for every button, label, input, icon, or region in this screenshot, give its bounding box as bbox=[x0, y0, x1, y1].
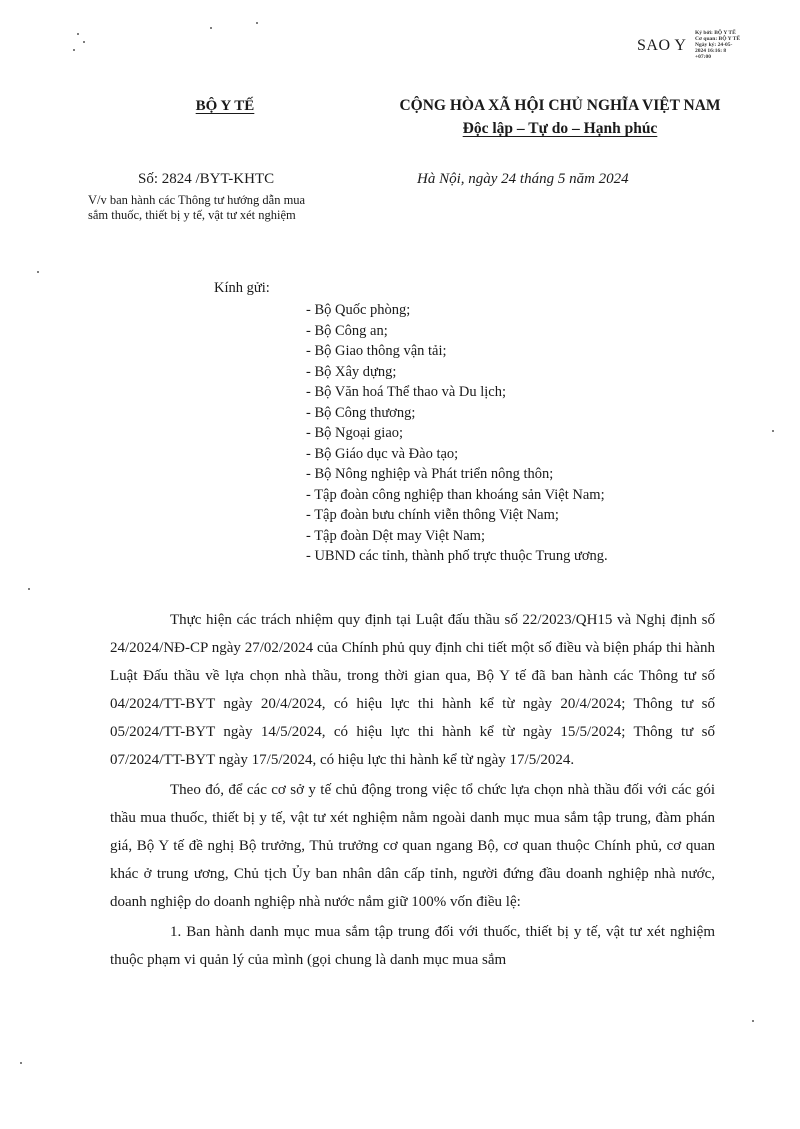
subject-line: V/v ban hành các Thông tư hướng dẫn mua bbox=[88, 193, 306, 207]
document-body bbox=[110, 606, 715, 974]
body-paragraph: 1. Ban hành danh mục mua sắm tập trung đối với thuốc, thiết bị y tế, vật tư xét nghiệm thuộc phạm vi quản lý của mình (gọi chung là danh mục mua sắm bbox=[110, 924, 715, 968]
scan-speck bbox=[37, 271, 39, 273]
recipient-item: - Bộ Công thương; bbox=[306, 404, 416, 421]
scan-speck bbox=[772, 430, 774, 432]
national-motto: Độc lập – Tự do – Hạnh phúc bbox=[462, 120, 658, 137]
recipient-item: - Tập đoàn công nghiệp than khoáng sản Việt Nam; bbox=[306, 486, 605, 503]
scan-speck bbox=[256, 22, 258, 24]
scan-speck bbox=[210, 27, 212, 29]
recipient-item: - Bộ Văn hoá Thể thao và Du lịch; bbox=[306, 384, 507, 400]
scan-speck bbox=[83, 41, 85, 43]
recipient-item: - Bộ Ngoại giao; bbox=[306, 425, 404, 441]
recipient-item: - Bộ Quốc phòng; bbox=[306, 302, 411, 318]
recipient-item: - Bộ Công an; bbox=[306, 322, 388, 339]
place-and-date: Hà Nội, ngày 24 tháng 5 năm 2024 bbox=[417, 171, 629, 187]
body-paragraph: Theo đó, để các cơ sở y tế chủ động trong việc tổ chức lựa chọn nhà thầu đối với các gói thầu mua thuốc, thiết bị y tế, vật tư xét nghiệm nằm ngoài danh mục mua sắm tập trung, đàm phán giá, Bộ Y tế đề nghị Bộ trưởng, Thủ trưởng cơ quan ngang Bộ, cơ quan thuộc Chính phủ, cơ quan khác ở trung ương, Chủ tịch Ủy ban nhân dân cấp tỉnh, người đứng đầu doanh nghiệp nhà nước, doanh nghiệp do doanh nghiệp nhà nước nắm giữ 100% vốn điều lệ: bbox=[110, 782, 715, 910]
recipients-list bbox=[306, 300, 766, 567]
recipient-item: - Tập đoàn Dệt may Việt Nam; bbox=[306, 527, 485, 544]
recipient-item: - Bộ Giao thông vận tải; bbox=[306, 343, 447, 359]
recipient-item: - Tập đoàn bưu chính viễn thông Việt Nam; bbox=[306, 507, 559, 523]
issuing-organization: BỘ Y TẾ bbox=[195, 98, 255, 114]
recipient-item: - Bộ Giáo dục và Đào tạo; bbox=[306, 445, 459, 462]
subject-line: sắm thuốc, thiết bị y tế, vật tư xét nghiệm bbox=[88, 208, 296, 222]
copy-stamp-label: SAO Y bbox=[637, 37, 687, 54]
scan-speck bbox=[20, 1062, 22, 1064]
recipient-item: - UBND các tỉnh, thành phố trực thuộc Trung ương. bbox=[306, 548, 608, 564]
recipient-item: - Bộ Xây dựng; bbox=[306, 363, 397, 380]
recipients-label: Kính gửi: bbox=[214, 280, 270, 296]
national-title: CỘNG HÒA XÃ HỘI CHỦ NGHĨA VIỆT NAM bbox=[399, 97, 721, 114]
document-number: Số: 2824 /BYT-KHTC bbox=[138, 171, 275, 187]
scan-speck bbox=[73, 49, 75, 51]
digital-signature-info: Ký bởi: BỘ Y TẾ Cơ quan: BỘ Y TẾ Ngày ký: 24-05- 2024 16:16: 8 +07:00 bbox=[695, 30, 741, 60]
body-paragraph: Thực hiện các trách nhiệm quy định tại Luật đấu thầu số 22/2023/QH15 và Nghị định số 24/2024/NĐ-CP ngày 27/02/2024 của Chính phủ quy định chi tiết một số điều và biện pháp thi hành Luật Đấu thầu về lựa chọn nhà thầu, trong thời gian qua, Bộ Y tế đã ban hành các Thông tư số 04/2024/TT-BYT ngày 20/4/2024, có hiệu lực thi hành kể từ ngày 20/4/2024; Thông tư số 05/2024/TT-BYT ngày 14/5/2024, có hiệu lực thi hành kể từ ngày 15/5/2024; Thông tư số 07/2024/TT-BYT ngày 17/5/2024, có hiệu lực thi hành kể từ ngày 17/5/2024. bbox=[110, 612, 715, 768]
document-subject bbox=[88, 193, 388, 223]
scan-speck bbox=[77, 33, 79, 35]
recipient-item: - Bộ Nông nghiệp và Phát triển nông thôn; bbox=[306, 466, 554, 482]
scan-speck bbox=[752, 1020, 754, 1022]
scan-speck bbox=[28, 588, 30, 590]
